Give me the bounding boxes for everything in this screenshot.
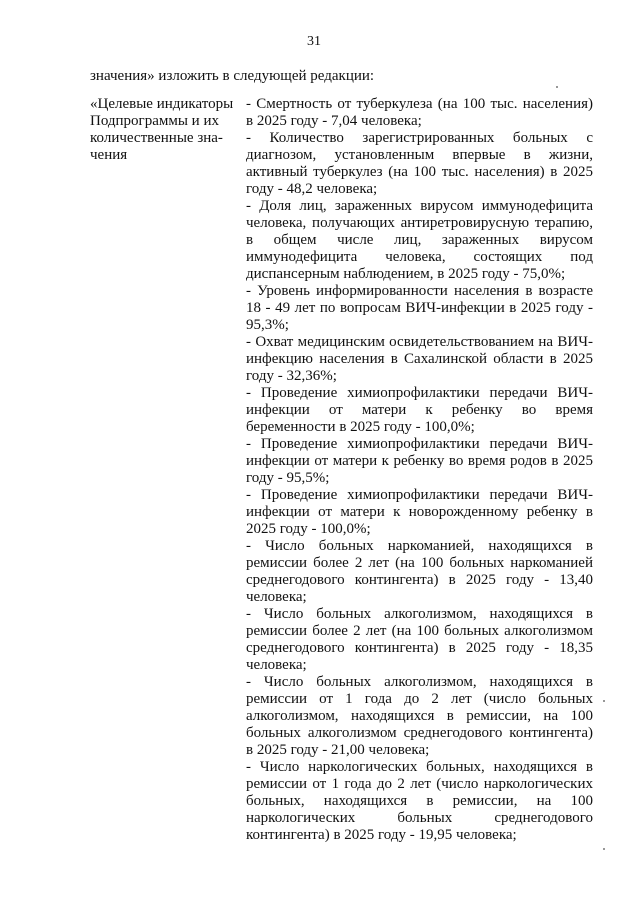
indicator-item: - Проведение химиопрофилактики передачи ВИЧ-инфекции от матери к новорожденному ребенку в 2025 году - 100,0%; bbox=[246, 487, 593, 537]
indicators-list bbox=[246, 96, 593, 844]
label-line: Подпрограммы и их bbox=[90, 113, 219, 129]
indicator-item: - Число больных алкоголизмом, находящихся в ремиссии от 1 года до 2 лет (число больных алкоголизмом, находящихся в ремиссии, на 100 больных алкоголизмом среднегодового контингента) в 2025 году - 21,00 человека; bbox=[246, 674, 593, 758]
indicator-item: - Проведение химиопрофилактики передачи ВИЧ-инфекции от матери к ребенку во время беременности в 2025 году - 100,0%; bbox=[246, 385, 593, 435]
indicator-item: - Уровень информированности населения в возрасте 18 - 49 лет по вопросам ВИЧ-инфекции в 2025 году - 95,3%; bbox=[246, 283, 593, 333]
scan-speck bbox=[556, 86, 558, 88]
indicator-item: - Доля лиц, зараженных вирусом иммунодефицита человека, получающих антиретровирусную терапию, в общем числе лиц, зараженных вирусом иммунодефицита человека, состоящих под диспансерным наблюдением, в 2025 году - 75,0%; bbox=[246, 198, 593, 282]
page-number: 31 bbox=[307, 34, 321, 49]
scan-speck bbox=[603, 700, 605, 702]
label-line: количественные зна- bbox=[90, 130, 223, 146]
indicator-item: - Охват медицинским освидетельствованием на ВИЧ-инфекцию населения в Сахалинской области в 2025 году - 32,36%; bbox=[246, 334, 593, 384]
indicators-label bbox=[90, 96, 240, 164]
indicator-item: - Число больных алкоголизмом, находящихся в ремиссии более 2 лет (на 100 больных алкоголизмом среднегодового контингента) в 2025 году - 18,35 человека; bbox=[246, 606, 593, 673]
label-line: чения bbox=[90, 147, 128, 163]
indicator-item: - Смертность от туберкулеза (на 100 тыс. населения) в 2025 году - 7,04 человека; bbox=[246, 96, 593, 129]
scan-speck bbox=[603, 848, 605, 850]
indicator-item: - Количество зарегистрированных больных с диагнозом, установленным впервые в жизни, активный туберкулез (на 100 тыс. населения) в 2025 году - 48,2 человека; bbox=[246, 130, 593, 197]
indicator-item: - Число наркологических больных, находящихся в ремиссии от 1 года до 2 лет (число наркологических больных, находящихся в ремиссии, на 100 наркологических больных среднегодового контингента) в 2025 году - 19,95 человека; bbox=[246, 759, 593, 843]
label-line: «Целевые индикаторы bbox=[90, 96, 234, 112]
intro-line: значения» изложить в следующей редакции: bbox=[90, 68, 375, 84]
indicator-item: - Проведение химиопрофилактики передачи ВИЧ-инфекции от матери к ребенку во время родов в 2025 году - 95,5%; bbox=[246, 436, 593, 486]
indicator-item: - Число больных наркоманией, находящихся в ремиссии более 2 лет (на 100 больных наркоманией среднегодового контингента) в 2025 году - 13,40 человека; bbox=[246, 538, 593, 605]
